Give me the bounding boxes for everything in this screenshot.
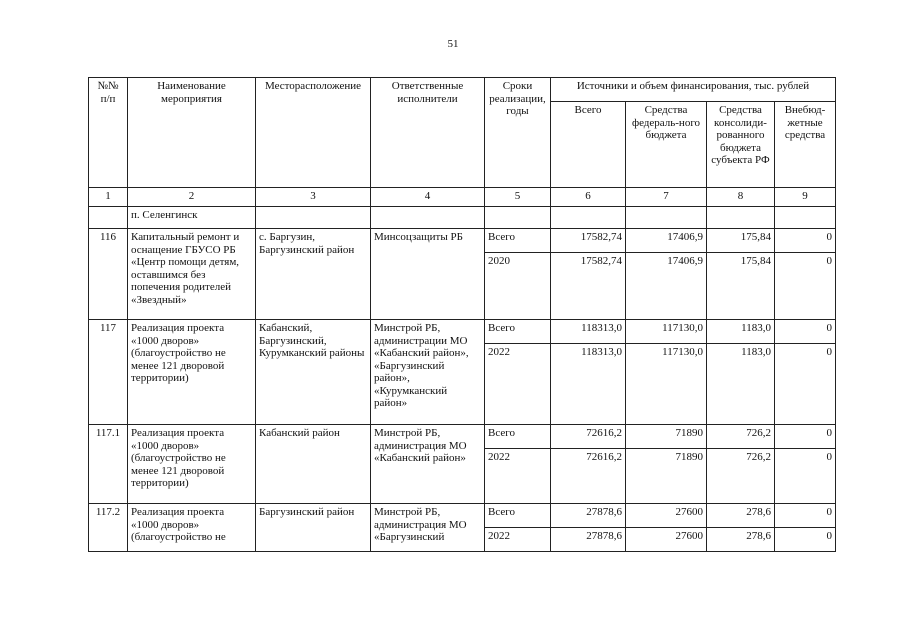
entry-total: 118313,0: [551, 320, 626, 344]
table-row: [89, 320, 836, 344]
entry-regional: 1183,0: [707, 320, 775, 344]
column-number: 8: [707, 188, 775, 207]
header-row: [89, 78, 836, 102]
entry-offbudget: 0: [775, 504, 836, 528]
entry-federal: 71890: [626, 425, 707, 449]
entry-regional: 278,6: [707, 528, 775, 552]
page-number: 51: [447, 38, 459, 50]
header-total: Всего: [551, 102, 626, 188]
column-number: 5: [485, 188, 551, 207]
entry-name: Капитальный ремонт и оснащение ГБУСО РБ «Центр помощи детям, оставшимся без попечения родителей «Звездный»: [128, 229, 256, 320]
header-location: Месторасположение: [256, 78, 371, 188]
entry-offbudget: 0: [775, 229, 836, 253]
header-period: Сроки реализации, годы: [485, 78, 551, 188]
entry-period: 2022: [485, 528, 551, 552]
section-row: [89, 207, 836, 229]
header-federal: Средства федераль-ного бюджета: [626, 102, 707, 188]
entry-location: с. Баргузин, Баргузинский район: [256, 229, 371, 320]
entry-location: Кабанский район: [256, 425, 371, 504]
column-number: 1: [89, 188, 128, 207]
entry-offbudget: 0: [775, 344, 836, 425]
column-number: 7: [626, 188, 707, 207]
entry-regional: 1183,0: [707, 344, 775, 425]
entry-location: Баргузинский район: [256, 504, 371, 552]
section-label: п. Селенгинск: [128, 207, 256, 229]
entry-executors: Минстрой РБ, администрации МО «Кабанский район», «Баргузинский район», «Курумканский район»: [371, 320, 485, 425]
entry-total: 27878,6: [551, 528, 626, 552]
column-number: 6: [551, 188, 626, 207]
header-regional: Средства консолиди-рованного бюджета субъекта РФ: [707, 102, 775, 188]
entry-offbudget: 0: [775, 449, 836, 504]
column-number: 3: [256, 188, 371, 207]
header-executors: Ответственные исполнители: [371, 78, 485, 188]
entry-executors: Минсоцзащиты РБ: [371, 229, 485, 320]
entry-name: Реализация проекта «1000 дворов» (благоустройство не менее 121 дворовой территории): [128, 320, 256, 425]
entry-total: 17582,74: [551, 229, 626, 253]
entry-location: Кабанский, Баргузинский, Курумканский районы: [256, 320, 371, 425]
entry-regional: 175,84: [707, 229, 775, 253]
table-row: [89, 229, 836, 253]
entry-period: 2022: [485, 449, 551, 504]
entry-name: Реализация проекта «1000 дворов» (благоустройство не: [128, 504, 256, 552]
entry-num: 117.1: [89, 425, 128, 504]
entry-regional: 278,6: [707, 504, 775, 528]
entry-num: 117: [89, 320, 128, 425]
entry-federal: 27600: [626, 528, 707, 552]
entry-regional: 726,2: [707, 449, 775, 504]
header-name: Наименование мероприятия: [128, 78, 256, 188]
entry-offbudget: 0: [775, 528, 836, 552]
entry-offbudget: 0: [775, 320, 836, 344]
entry-num: 116: [89, 229, 128, 320]
header-num: №№ п/п: [89, 78, 128, 188]
table-row: [89, 504, 836, 528]
financing-table: [88, 77, 836, 552]
column-number: 2: [128, 188, 256, 207]
header-funding: Источники и объем финансирования, тыс. рублей: [551, 78, 836, 102]
entry-total: 27878,6: [551, 504, 626, 528]
entry-federal: 117130,0: [626, 320, 707, 344]
column-number-row: [89, 188, 836, 207]
entry-executors: Минстрой РБ, администрация МО «Кабанский район»: [371, 425, 485, 504]
entry-period: Всего: [485, 229, 551, 253]
entry-total: 72616,2: [551, 449, 626, 504]
entry-federal: 17406,9: [626, 253, 707, 320]
entry-period: 2022: [485, 344, 551, 425]
table-row: [89, 425, 836, 449]
entry-regional: 175,84: [707, 253, 775, 320]
entry-federal: 17406,9: [626, 229, 707, 253]
entry-name: Реализация проекта «1000 дворов» (благоустройство не менее 121 дворовой территории): [128, 425, 256, 504]
entry-federal: 27600: [626, 504, 707, 528]
column-number: 9: [775, 188, 836, 207]
header-offbudget: Внебюд-жетные средства: [775, 102, 836, 188]
entry-federal: 117130,0: [626, 344, 707, 425]
entry-period: Всего: [485, 320, 551, 344]
column-number: 4: [371, 188, 485, 207]
entry-total: 17582,74: [551, 253, 626, 320]
entry-offbudget: 0: [775, 253, 836, 320]
entry-regional: 726,2: [707, 425, 775, 449]
entry-total: 118313,0: [551, 344, 626, 425]
entry-offbudget: 0: [775, 425, 836, 449]
entry-total: 72616,2: [551, 425, 626, 449]
entry-federal: 71890: [626, 449, 707, 504]
entry-period: 2020: [485, 253, 551, 320]
entry-period: Всего: [485, 504, 551, 528]
entry-period: Всего: [485, 425, 551, 449]
entry-num: 117.2: [89, 504, 128, 552]
entry-executors: Минстрой РБ, администрация МО «Баргузинский: [371, 504, 485, 552]
